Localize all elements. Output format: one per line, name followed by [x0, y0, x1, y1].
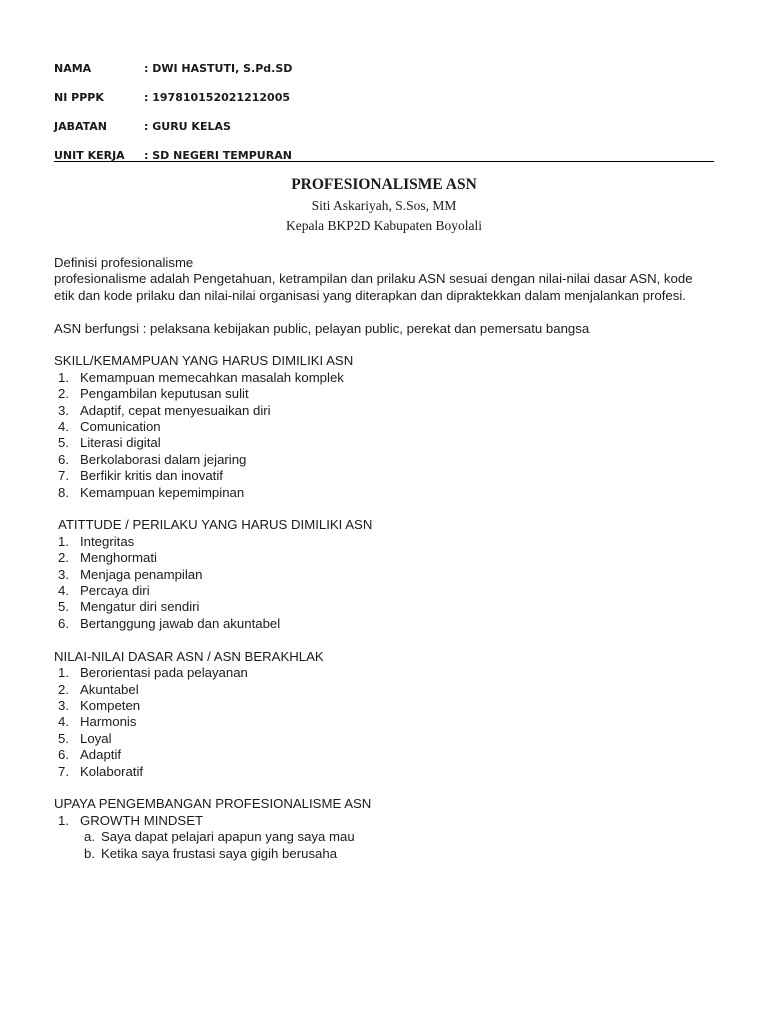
list-item [54, 468, 714, 484]
list-item [54, 731, 714, 747]
list-number: 6. [58, 747, 69, 763]
sub-item [54, 829, 714, 845]
author-name: Siti Askariyah, S.Sos, MM [311, 198, 457, 213]
identity-key: JABATAN [54, 120, 108, 133]
list-item [54, 452, 714, 468]
list-item [54, 435, 714, 451]
list-number: 7. [58, 763, 69, 779]
list-number: 5. [58, 435, 69, 451]
list-number: 4. [58, 419, 69, 435]
list-item-text: Kompeten [80, 697, 141, 713]
list-number: 6. [58, 451, 69, 467]
list-item [54, 665, 714, 681]
document-body [54, 255, 714, 862]
list-number: 4. [58, 714, 69, 730]
identity-key: NI PPPK [54, 91, 104, 104]
values-list [54, 665, 714, 780]
list-number: 4. [58, 583, 69, 599]
list-item [54, 813, 714, 829]
attitude-heading: ATITTUDE / PERILAKU YANG HARUS DIMILIKI ASN [58, 517, 373, 533]
spacer [54, 337, 714, 353]
list-item-text: Kolaboratif [80, 763, 144, 779]
skills-list [54, 370, 714, 501]
list-number: 3. [58, 402, 69, 418]
identity-key: NAMA [54, 62, 92, 75]
list-item-text: Bertanggung jawab dan akuntabel [80, 615, 281, 631]
list-number: 8. [58, 484, 69, 500]
list-item-text: Akuntabel [80, 681, 139, 697]
list-item [54, 370, 714, 386]
list-item-text: Berkolaborasi dalam jejaring [80, 451, 247, 467]
list-number: 1. [58, 533, 69, 549]
list-item-text: Mengatur diri sendiri [80, 599, 200, 615]
identity-value: : DWI HASTUTI, S.Pd.SD [144, 62, 293, 75]
list-number: 2. [58, 681, 69, 697]
list-item [54, 403, 714, 419]
list-item-text: Pengambilan keputusan sulit [80, 386, 249, 402]
development-heading: UPAYA PENGEMBANGAN PROFESIONALISME ASN [54, 796, 372, 812]
list-number: 1. [58, 812, 69, 828]
list-item [54, 534, 714, 550]
list-item-text: Berfikir kritis dan inovatif [80, 468, 223, 484]
list-item-text: Literasi digital [80, 435, 161, 451]
list-item [54, 419, 714, 435]
list-item-text: Percaya diri [80, 583, 150, 599]
list-item [54, 682, 714, 698]
list-item [54, 747, 714, 763]
list-number: 6. [58, 615, 69, 631]
development-list [54, 813, 714, 829]
identity-value: : 197810152021212005 [144, 91, 290, 104]
skills-heading: SKILL/KEMAMPUAN YANG HARUS DIMILIKI ASN [54, 353, 354, 369]
list-item [54, 714, 714, 730]
list-number: 5. [58, 730, 69, 746]
sub-item-text: Ketika saya frustasi saya gigih berusaha [101, 845, 338, 861]
list-item-text: Comunication [80, 419, 161, 435]
attitude-list [54, 534, 714, 632]
identity-block [54, 54, 714, 170]
list-item-text: Berorientasi pada pelayanan [80, 665, 248, 681]
list-number: 7. [58, 468, 69, 484]
spacer [54, 501, 714, 517]
list-item-text: Kemampuan kepemimpinan [80, 484, 245, 500]
list-item [54, 583, 714, 599]
list-item-text: Integritas [80, 533, 135, 549]
list-item [54, 567, 714, 583]
identity-row-unit-kerja [54, 141, 714, 170]
identity-row-nipppk [54, 83, 714, 112]
identity-value: : GURU KELAS [144, 120, 231, 133]
sub-item-text: Saya dapat pelajari apapun yang saya mau [101, 829, 355, 845]
list-number: 1. [58, 665, 69, 681]
author-position: Kepala BKP2D Kabupaten Boyolali [285, 218, 483, 233]
list-item [54, 698, 714, 714]
title-block [0, 174, 768, 236]
list-item-text: Loyal [80, 730, 112, 746]
spacer [54, 304, 714, 320]
list-item-text: Adaptif [80, 747, 122, 763]
list-item-text: Menghormati [80, 550, 157, 566]
list-item [54, 386, 714, 402]
list-item-text: Harmonis [80, 714, 137, 730]
identity-key: UNIT KERJA [54, 149, 125, 162]
list-number: 3. [58, 566, 69, 582]
values-heading: NILAI-NILAI DASAR ASN / ASN BERAKHLAK [54, 648, 324, 664]
identity-row-jabatan [54, 112, 714, 141]
spacer [54, 780, 714, 796]
list-item-text: Kemampuan memecahkan masalah komplek [80, 369, 344, 385]
list-item [54, 764, 714, 780]
list-item [54, 485, 714, 501]
sub-item-letter: b. [84, 845, 95, 861]
list-number: 5. [58, 599, 69, 615]
spacer [54, 632, 714, 648]
function-text: ASN berfungsi : pelaksana kebijakan public, pelayan public, perekat dan pemersatu bangsa [54, 320, 590, 336]
list-number: 1. [58, 369, 69, 385]
list-number: 2. [58, 386, 69, 402]
header-divider [54, 161, 714, 162]
list-number: 3. [58, 697, 69, 713]
list-item-text: Menjaga penampilan [80, 566, 203, 582]
definition-text: profesionalisme adalah Pengetahuan, ketrampilan dan prilaku ASN sesuai dengan nilai-nilai dasar ASN, kode etik dan kode prilaku dan nilai-nilai organisasi yang diterapkan dan dipraktekkan dalam menjalankan profesi. [54, 271, 693, 303]
list-number: 2. [58, 550, 69, 566]
list-item-text: GROWTH MINDSET [80, 812, 204, 828]
identity-row-nama [54, 54, 714, 83]
list-item [54, 599, 714, 615]
definition-heading: Definisi profesionalisme [54, 255, 194, 270]
list-item [54, 550, 714, 566]
list-item-text: Adaptif, cepat menyesuaikan diri [80, 402, 271, 418]
identity-value: : SD NEGERI TEMPURAN [144, 149, 292, 162]
document-title: PROFESIONALISME ASN [291, 176, 477, 193]
list-item [54, 616, 714, 632]
sub-item [54, 846, 714, 862]
sub-item-letter: a. [84, 829, 95, 845]
